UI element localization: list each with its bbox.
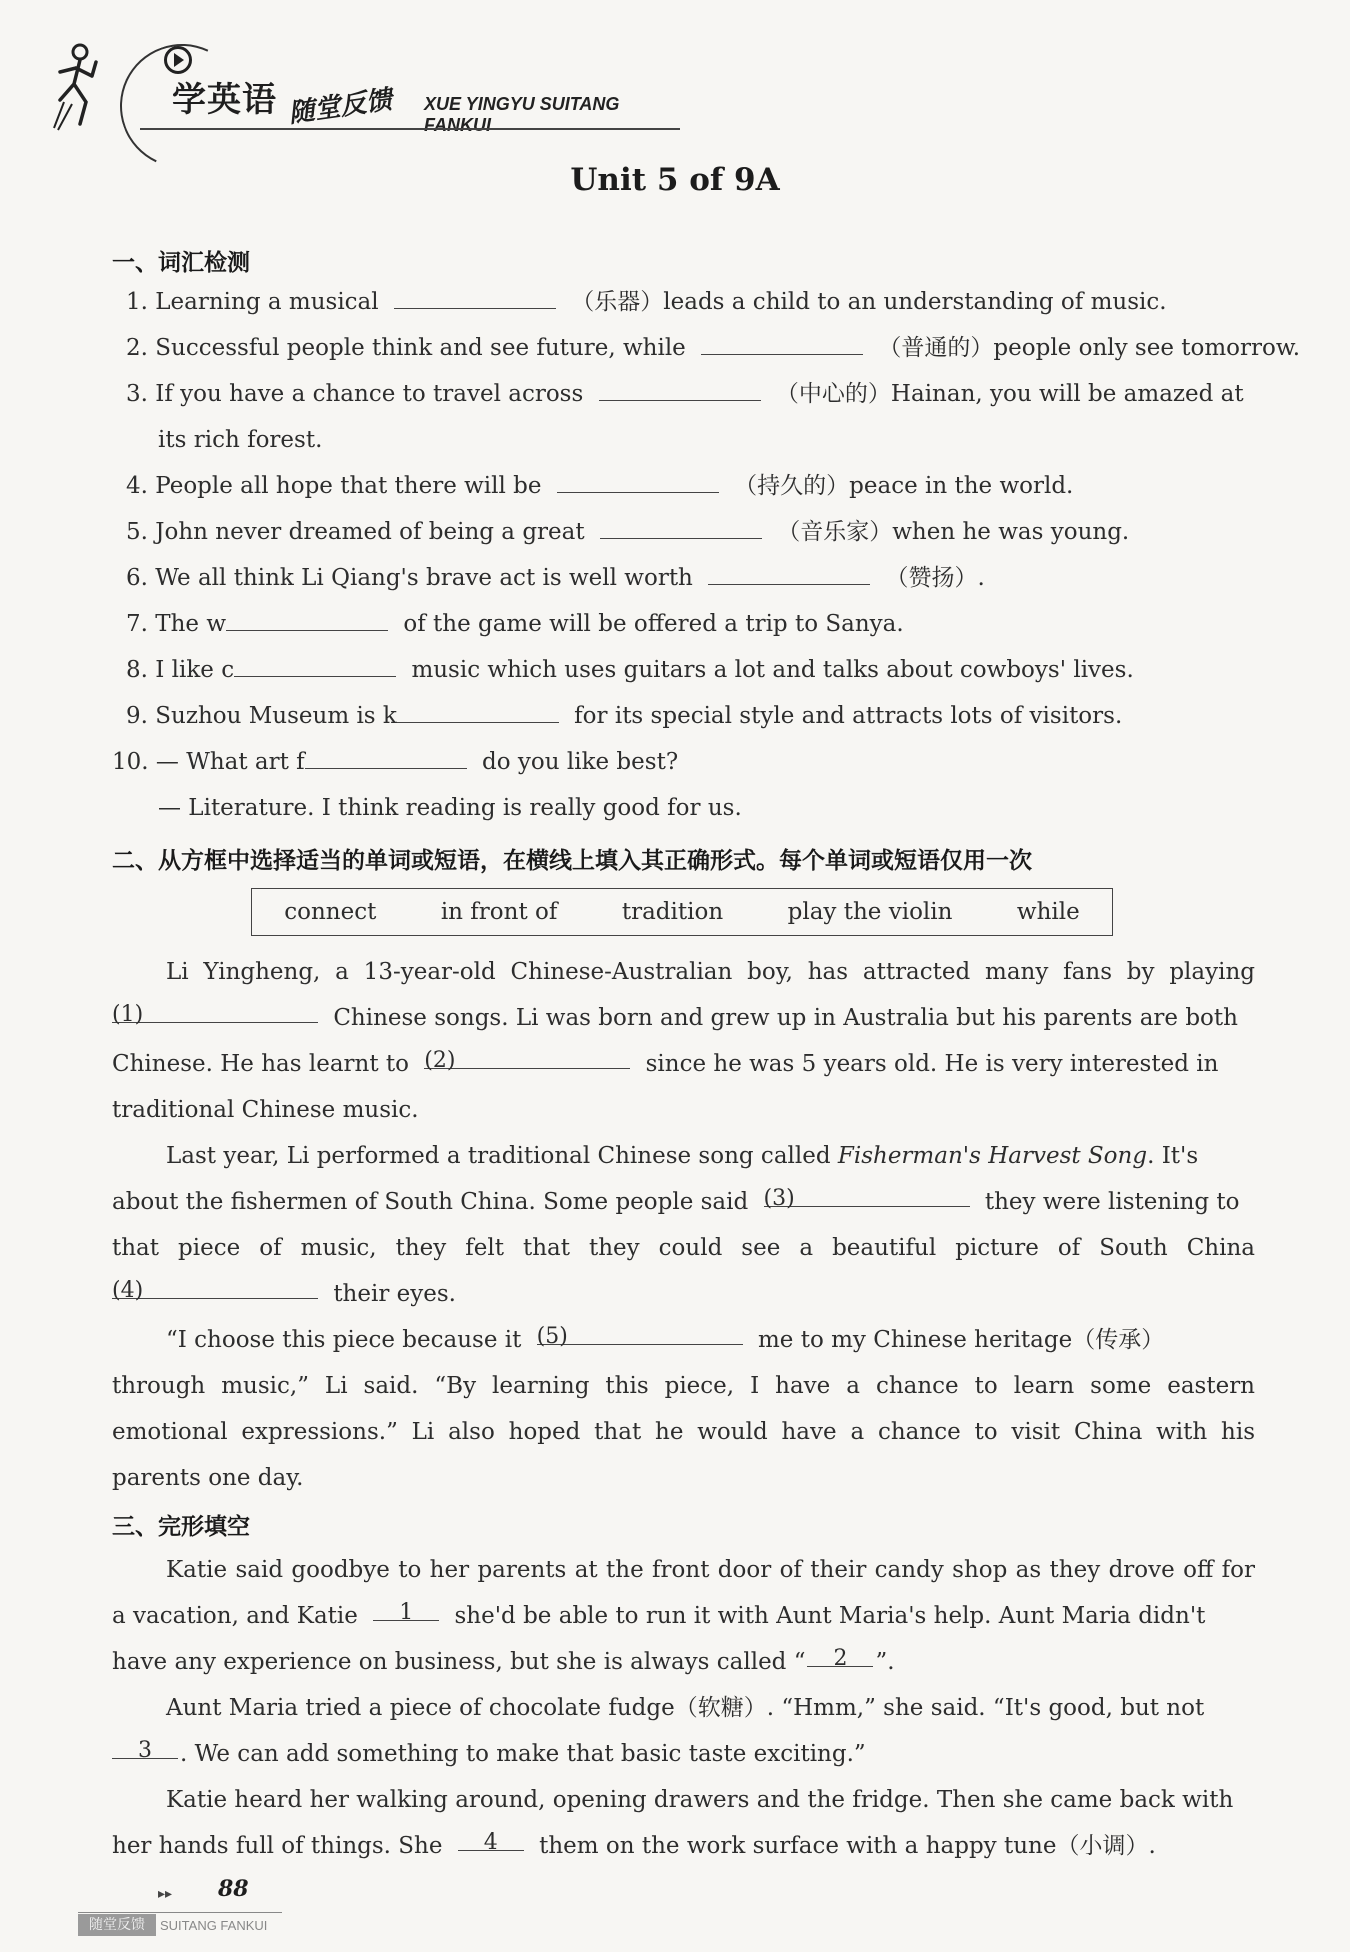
cloze-line <box>166 1552 1255 1588</box>
cloze-line <box>112 1736 1255 1772</box>
vocab-item-5 <box>126 514 1269 550</box>
answer-blank[interactable] <box>599 378 761 401</box>
footer-label-cn: 随堂反馈 <box>78 1914 156 1936</box>
passage-text: traditional Chinese music. <box>112 1097 419 1123</box>
section-3-heading: 三、完形填空 <box>112 1514 250 1540</box>
passage-text: since he was 5 years old. He is very interested in <box>645 1051 1219 1077</box>
page-number: 88 <box>218 1876 249 1902</box>
answer-blank[interactable] <box>226 608 388 631</box>
passage-text: they were listening to <box>984 1189 1240 1215</box>
brand-title-cn: 学英语 <box>172 80 277 120</box>
item-number: 1. <box>126 289 148 315</box>
vocab-item-8 <box>126 652 1269 688</box>
item-number: 5. <box>126 519 148 545</box>
item-text-pre: The w <box>155 611 227 637</box>
item-text-post: of the game will be offered a trip to Sanya. <box>403 611 904 637</box>
item-text-post: （中心的）Hainan, you will be amazed at <box>775 381 1244 407</box>
vocab-item-10-reply <box>158 790 1301 826</box>
cloze-text: a vacation, and Katie <box>112 1603 358 1629</box>
cloze-text: her hands full of things. She <box>112 1833 443 1859</box>
word-option: tradition <box>621 899 724 925</box>
blank-label: 1 <box>399 1600 414 1625</box>
page-title: Unit 5 of 9A <box>570 162 780 198</box>
vocab-item-9 <box>126 698 1269 734</box>
item-number: 2. <box>126 335 148 361</box>
word-option: while <box>1016 899 1080 925</box>
item-text-pre: We all think Li Qiang's brave act is well worth <box>155 565 693 591</box>
item-text-pre: — What art f <box>155 749 305 775</box>
section-2-heading: 二、从方框中选择适当的单词或短语，在横线上填入其正确形式。每个单词或短语仅用一次 <box>112 848 1032 874</box>
vocab-item-3 <box>126 376 1269 412</box>
section-1-heading: 一、词汇检测 <box>112 250 250 276</box>
answer-blank[interactable] <box>112 1000 318 1027</box>
item-text-post: （音乐家）when he was young. <box>777 519 1130 545</box>
passage-text: Chinese songs. Li was born and grew up in Australia but his parents are both <box>333 1005 1238 1031</box>
passage-text: . It's <box>1147 1143 1199 1169</box>
blank-label: (5) <box>536 1324 568 1349</box>
word-option: in front of <box>440 899 558 925</box>
page-header <box>52 36 672 136</box>
passage-line <box>112 1460 1255 1496</box>
cloze-text: Katie said goodbye to her parents at the front door of their candy shop as they drove off for <box>166 1557 1255 1583</box>
passage-line <box>166 1322 1309 1358</box>
passage-text: emotional expressions.” Li also hoped that he would have a chance to visit China with his <box>112 1419 1255 1445</box>
passage-line <box>112 1000 1255 1036</box>
word-option: connect <box>284 899 377 925</box>
answer-blank[interactable] <box>424 1046 630 1073</box>
vocab-item-3-cont <box>158 422 1301 458</box>
footer-rule <box>78 1912 282 1913</box>
answer-blank[interactable] <box>112 1736 178 1763</box>
answer-blank[interactable] <box>600 516 762 539</box>
passage-text: that piece of music, they felt that they could see a beautiful picture of South China <box>112 1235 1255 1261</box>
answer-blank[interactable] <box>557 470 719 493</box>
item-text-pre: If you have a chance to travel across <box>155 381 584 407</box>
item-text-post: （赞扬）. <box>885 565 985 591</box>
answer-blank[interactable] <box>458 1828 524 1855</box>
vocab-item-1 <box>126 284 1269 320</box>
item-number: 3. <box>126 381 148 407</box>
passage-line <box>112 1368 1255 1404</box>
blank-label: 3 <box>138 1738 152 1763</box>
item-text-post: （持久的）peace in the world. <box>734 473 1074 499</box>
answer-blank[interactable] <box>394 286 556 309</box>
item-number: 8. <box>126 657 148 683</box>
passage-line <box>112 1184 1255 1220</box>
item-text-pre: its rich forest. <box>158 427 323 453</box>
passage-text: their eyes. <box>333 1281 456 1307</box>
item-text-pre: Learning a musical <box>155 289 379 315</box>
item-text-post: （普通的）people only see tomorrow. <box>878 335 1301 361</box>
passage-text: “I choose this piece because it <box>166 1327 522 1353</box>
answer-blank[interactable] <box>112 1276 318 1303</box>
passage-line <box>112 1276 1255 1312</box>
cloze-line <box>112 1598 1255 1634</box>
cloze-text: Katie heard her walking around, opening drawers and the fridge. Then she came back with <box>166 1787 1234 1813</box>
passage-line <box>166 954 1255 990</box>
answer-blank[interactable] <box>763 1184 970 1211</box>
cloze-line <box>166 1690 1309 1726</box>
blank-label: (3) <box>763 1186 795 1211</box>
footer-label-en: SUITANG FANKUI <box>160 1918 268 1933</box>
vocab-item-6 <box>126 560 1269 596</box>
cloze-line <box>112 1644 1255 1680</box>
passage-line <box>112 1092 1255 1128</box>
blank-label: 4 <box>483 1830 498 1855</box>
cloze-text: . We can add something to make that basic taste exciting.” <box>180 1741 866 1767</box>
passage-line <box>112 1414 1255 1450</box>
answer-blank[interactable] <box>536 1322 743 1349</box>
passage-text: about the fishermen of South China. Some people said <box>112 1189 749 1215</box>
item-text-pre: I like c <box>155 657 235 683</box>
item-number: 9. <box>126 703 148 729</box>
item-number: 10. <box>112 749 149 775</box>
passage-text: parents one day. <box>112 1465 304 1491</box>
item-number: 6. <box>126 565 148 591</box>
cloze-text: them on the work surface with a happy tune（小调）. <box>539 1833 1156 1859</box>
answer-blank[interactable] <box>807 1644 873 1671</box>
cloze-text: have any experience on business, but she is always called “ <box>112 1649 806 1675</box>
brand-subtitle-en: XUE YINGYU SUITANG FANKUI <box>424 94 620 135</box>
vocab-item-10 <box>112 744 1255 780</box>
item-number: 4. <box>126 473 148 499</box>
play-icon <box>164 46 192 74</box>
vocab-item-4 <box>126 468 1269 504</box>
passage-line <box>112 1230 1255 1266</box>
item-text-pre: Successful people think and see future, while <box>155 335 686 361</box>
runner-logo-icon <box>52 42 132 132</box>
song-title: Fisherman's Harvest Song <box>837 1143 1148 1169</box>
passage-line <box>112 1046 1255 1082</box>
item-text-post: music which uses guitars a lot and talks about cowboys' lives. <box>411 657 1134 683</box>
cloze-text: ”. <box>875 1649 895 1675</box>
passage-text: Last year, Li performed a traditional Chinese song called <box>166 1143 831 1169</box>
item-text-pre: People all hope that there will be <box>155 473 542 499</box>
passage-text: me to my Chinese heritage（传承） <box>757 1327 1165 1353</box>
word-box <box>251 888 1113 936</box>
item-text-post: （乐器）leads a child to an understanding of music. <box>571 289 1167 315</box>
item-text-post: for its special style and attracts lots of visitors. <box>574 703 1123 729</box>
passage-text: Chinese. He has learnt to <box>112 1051 409 1077</box>
blank-label: (2) <box>424 1048 456 1073</box>
answer-blank[interactable] <box>701 332 863 355</box>
blank-label: (4) <box>112 1278 144 1303</box>
cloze-line <box>112 1828 1255 1864</box>
item-text-pre: Suzhou Museum is k <box>155 703 397 729</box>
item-text-pre: John never dreamed of being a great <box>155 519 585 545</box>
header-rule <box>140 128 680 130</box>
vocab-item-7 <box>126 606 1269 642</box>
answer-blank[interactable] <box>397 700 559 723</box>
passage-line <box>166 1138 1309 1174</box>
answer-blank[interactable] <box>305 746 467 769</box>
blank-label: 2 <box>833 1646 848 1671</box>
cloze-text: Aunt Maria tried a piece of chocolate fudge（软糖）. “Hmm,” she said. “It's good, but not <box>166 1695 1205 1721</box>
item-text-pre: — Literature. I think reading is really good for us. <box>158 795 742 821</box>
cloze-text: she'd be able to run it with Aunt Maria's help. Aunt Maria didn't <box>454 1603 1206 1629</box>
item-number: 7. <box>126 611 148 637</box>
passage-text: Li Yingheng, a 13-year-old Chinese-Australian boy, has attracted many fans by playing <box>166 959 1255 985</box>
blank-label: (1) <box>112 1002 144 1027</box>
item-text-post: do you like best? <box>482 749 679 775</box>
vocab-item-2 <box>126 330 1301 366</box>
passage-text: through music,” Li said. “By learning this piece, I have a chance to learn some eastern <box>112 1373 1255 1399</box>
cloze-line <box>166 1782 1309 1818</box>
word-option: play the violin <box>787 899 953 925</box>
double-arrow-icon: ▸▸ <box>158 1886 173 1902</box>
answer-blank[interactable] <box>234 654 396 677</box>
brand-subtitle-cn: 随堂反馈 <box>286 84 394 130</box>
answer-blank[interactable] <box>373 1598 439 1625</box>
answer-blank[interactable] <box>708 562 870 585</box>
